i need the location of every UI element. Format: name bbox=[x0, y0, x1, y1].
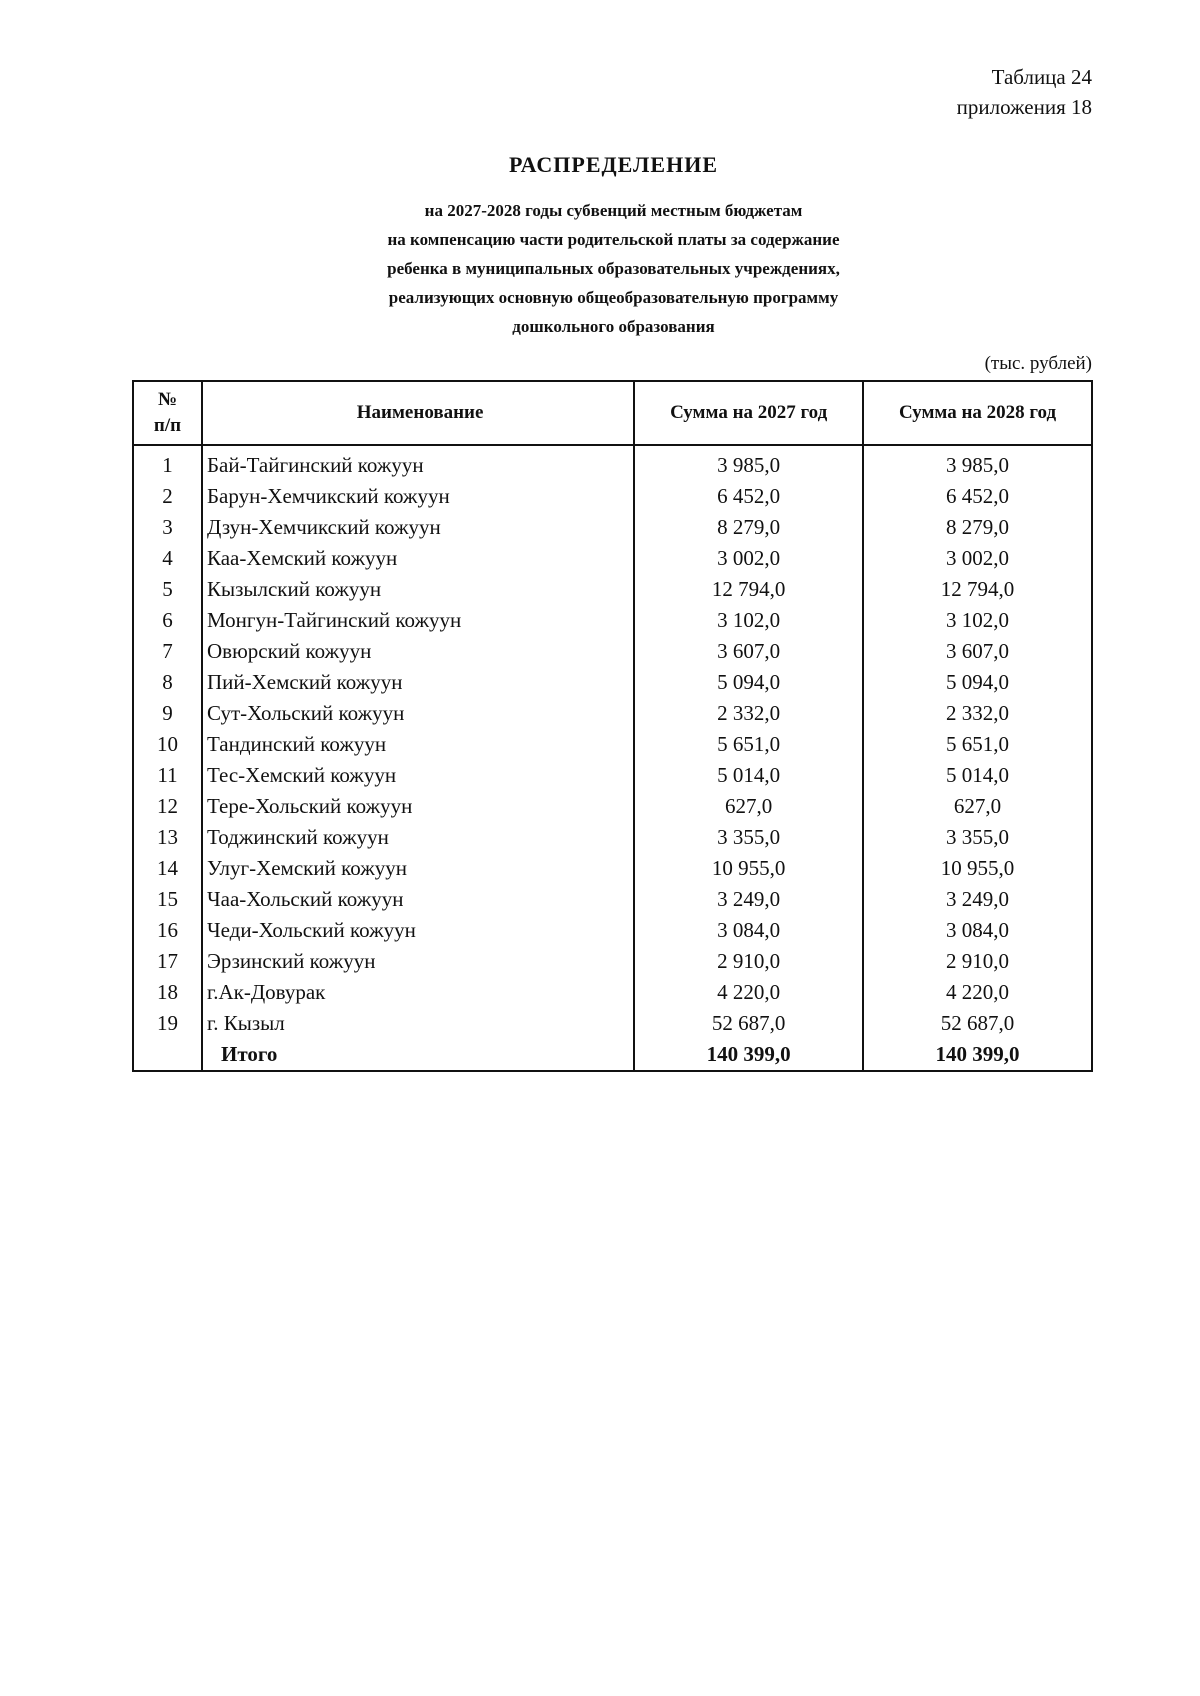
number-sign: № bbox=[157, 389, 178, 410]
row-name: Монгун-Тайгинский кожуун bbox=[202, 605, 634, 636]
total-sum-2027: 140 399,0 bbox=[634, 1039, 863, 1071]
units-note: (тыс. рублей) bbox=[984, 353, 1092, 374]
row-sum-2027: 2 910,0 bbox=[634, 946, 863, 977]
row-number: 17 bbox=[133, 946, 202, 977]
row-sum-2028: 5 094,0 bbox=[863, 667, 1092, 698]
row-sum-2027: 52 687,0 bbox=[634, 1008, 863, 1039]
table-row bbox=[133, 445, 1092, 481]
row-number: 9 bbox=[133, 698, 202, 729]
row-sum-2027: 5 651,0 bbox=[634, 729, 863, 760]
table-row bbox=[133, 915, 1092, 946]
subtitle-line: на 2027-2028 годы субвенций местным бюджетам bbox=[424, 201, 803, 220]
row-sum-2027: 3 249,0 bbox=[634, 884, 863, 915]
row-sum-2028: 3 102,0 bbox=[863, 605, 1092, 636]
table-row bbox=[133, 667, 1092, 698]
row-name: Тес-Хемский кожуун bbox=[202, 760, 634, 791]
row-name: Эрзинский кожуун bbox=[202, 946, 634, 977]
row-name: Чеди-Хольский кожуун bbox=[202, 915, 634, 946]
row-sum-2027: 627,0 bbox=[634, 791, 863, 822]
row-number: 8 bbox=[133, 667, 202, 698]
row-name: г. Кызыл bbox=[202, 1008, 634, 1039]
row-name: Тандинский кожуун bbox=[202, 729, 634, 760]
row-number: 4 bbox=[133, 543, 202, 574]
row-name: г.Ак-Довурак bbox=[202, 977, 634, 1008]
row-name: Чаа-Хольский кожуун bbox=[202, 884, 634, 915]
table-row bbox=[133, 946, 1092, 977]
row-number: 7 bbox=[133, 636, 202, 667]
row-sum-2027: 3 355,0 bbox=[634, 822, 863, 853]
row-sum-2027: 3 985,0 bbox=[634, 445, 863, 481]
row-sum-2027: 3 002,0 bbox=[634, 543, 863, 574]
appendix-label: приложения 18 bbox=[956, 95, 1092, 119]
row-sum-2028: 10 955,0 bbox=[863, 853, 1092, 884]
subtitle-line: реализующих основную общеобразовательную программу bbox=[388, 288, 839, 307]
distribution-table bbox=[132, 380, 1093, 1072]
row-sum-2028: 3 355,0 bbox=[863, 822, 1092, 853]
row-name: Сут-Хольский кожуун bbox=[202, 698, 634, 729]
total-sum-2028: 140 399,0 bbox=[863, 1039, 1092, 1071]
table-row bbox=[133, 605, 1092, 636]
table-row bbox=[133, 791, 1092, 822]
row-name: Бай-Тайгинский кожуун bbox=[202, 445, 634, 481]
row-name: Дзун-Хемчикский кожуун bbox=[202, 512, 634, 543]
table-header-row bbox=[133, 381, 1092, 445]
column-header-sum-2028: Сумма на 2028 год bbox=[863, 381, 1092, 445]
row-number: 12 bbox=[133, 791, 202, 822]
row-sum-2028: 2 332,0 bbox=[863, 698, 1092, 729]
row-sum-2028: 4 220,0 bbox=[863, 977, 1092, 1008]
row-sum-2028: 5 014,0 bbox=[863, 760, 1092, 791]
table-row bbox=[133, 481, 1092, 512]
row-number: 18 bbox=[133, 977, 202, 1008]
column-header-number bbox=[133, 381, 202, 445]
table-row bbox=[133, 512, 1092, 543]
row-sum-2028: 3 002,0 bbox=[863, 543, 1092, 574]
row-sum-2028: 52 687,0 bbox=[863, 1008, 1092, 1039]
document-subtitle bbox=[0, 196, 1200, 341]
row-sum-2028: 3 084,0 bbox=[863, 915, 1092, 946]
row-sum-2028: 2 910,0 bbox=[863, 946, 1092, 977]
row-sum-2028: 5 651,0 bbox=[863, 729, 1092, 760]
row-number: 6 bbox=[133, 605, 202, 636]
number-abbrev: п/п bbox=[153, 415, 182, 436]
column-header-sum-2027: Сумма на 2027 год bbox=[634, 381, 863, 445]
table-row bbox=[133, 729, 1092, 760]
subtitle-line: дошкольного образования bbox=[512, 317, 715, 336]
table-row bbox=[133, 884, 1092, 915]
row-number: 14 bbox=[133, 853, 202, 884]
subtitle-line: на компенсацию части родительской платы за содержание bbox=[387, 230, 840, 249]
subtitle-line: ребенка в муниципальных образовательных учреждениях, bbox=[387, 259, 840, 278]
row-sum-2027: 4 220,0 bbox=[634, 977, 863, 1008]
table-row bbox=[133, 853, 1092, 884]
row-number: 5 bbox=[133, 574, 202, 605]
row-number: 13 bbox=[133, 822, 202, 853]
row-number: 2 bbox=[133, 481, 202, 512]
table-row bbox=[133, 574, 1092, 605]
table-row bbox=[133, 760, 1092, 791]
row-name: Овюрский кожуун bbox=[202, 636, 634, 667]
total-label: Итого bbox=[202, 1039, 634, 1071]
row-number: 19 bbox=[133, 1008, 202, 1039]
document-title: РАСПРЕДЕЛЕНИЕ bbox=[508, 152, 718, 177]
table-row bbox=[133, 1008, 1092, 1039]
row-sum-2028: 8 279,0 bbox=[863, 512, 1092, 543]
row-sum-2027: 3 102,0 bbox=[634, 605, 863, 636]
column-header-name: Наименование bbox=[202, 381, 634, 445]
row-name: Каа-Хемский кожуун bbox=[202, 543, 634, 574]
row-sum-2028: 12 794,0 bbox=[863, 574, 1092, 605]
row-number: 15 bbox=[133, 884, 202, 915]
table-row bbox=[133, 636, 1092, 667]
row-sum-2027: 5 014,0 bbox=[634, 760, 863, 791]
row-number: 16 bbox=[133, 915, 202, 946]
row-sum-2028: 3 985,0 bbox=[863, 445, 1092, 481]
row-sum-2027: 3 084,0 bbox=[634, 915, 863, 946]
row-sum-2027: 3 607,0 bbox=[634, 636, 863, 667]
total-number-cell bbox=[133, 1039, 202, 1071]
table-row bbox=[133, 977, 1092, 1008]
table-label: Таблица 24 bbox=[991, 65, 1092, 89]
table-row bbox=[133, 543, 1092, 574]
table-body bbox=[133, 445, 1092, 1071]
row-name: Тоджинский кожуун bbox=[202, 822, 634, 853]
row-number: 11 bbox=[133, 760, 202, 791]
row-sum-2028: 627,0 bbox=[863, 791, 1092, 822]
row-sum-2027: 6 452,0 bbox=[634, 481, 863, 512]
table-row bbox=[133, 822, 1092, 853]
row-name: Кызылский кожуун bbox=[202, 574, 634, 605]
row-sum-2027: 8 279,0 bbox=[634, 512, 863, 543]
row-number: 3 bbox=[133, 512, 202, 543]
table-row bbox=[133, 698, 1092, 729]
row-sum-2027: 10 955,0 bbox=[634, 853, 863, 884]
row-sum-2028: 3 249,0 bbox=[863, 884, 1092, 915]
row-number: 1 bbox=[133, 445, 202, 481]
row-sum-2027: 2 332,0 bbox=[634, 698, 863, 729]
row-number: 10 bbox=[133, 729, 202, 760]
row-sum-2028: 6 452,0 bbox=[863, 481, 1092, 512]
row-name: Тере-Хольский кожуун bbox=[202, 791, 634, 822]
row-sum-2028: 3 607,0 bbox=[863, 636, 1092, 667]
row-sum-2027: 5 094,0 bbox=[634, 667, 863, 698]
row-name: Улуг-Хемский кожуун bbox=[202, 853, 634, 884]
total-row bbox=[133, 1039, 1092, 1071]
table-reference bbox=[957, 62, 1092, 122]
row-name: Пий-Хемский кожуун bbox=[202, 667, 634, 698]
row-sum-2027: 12 794,0 bbox=[634, 574, 863, 605]
row-name: Барун-Хемчикский кожуун bbox=[202, 481, 634, 512]
